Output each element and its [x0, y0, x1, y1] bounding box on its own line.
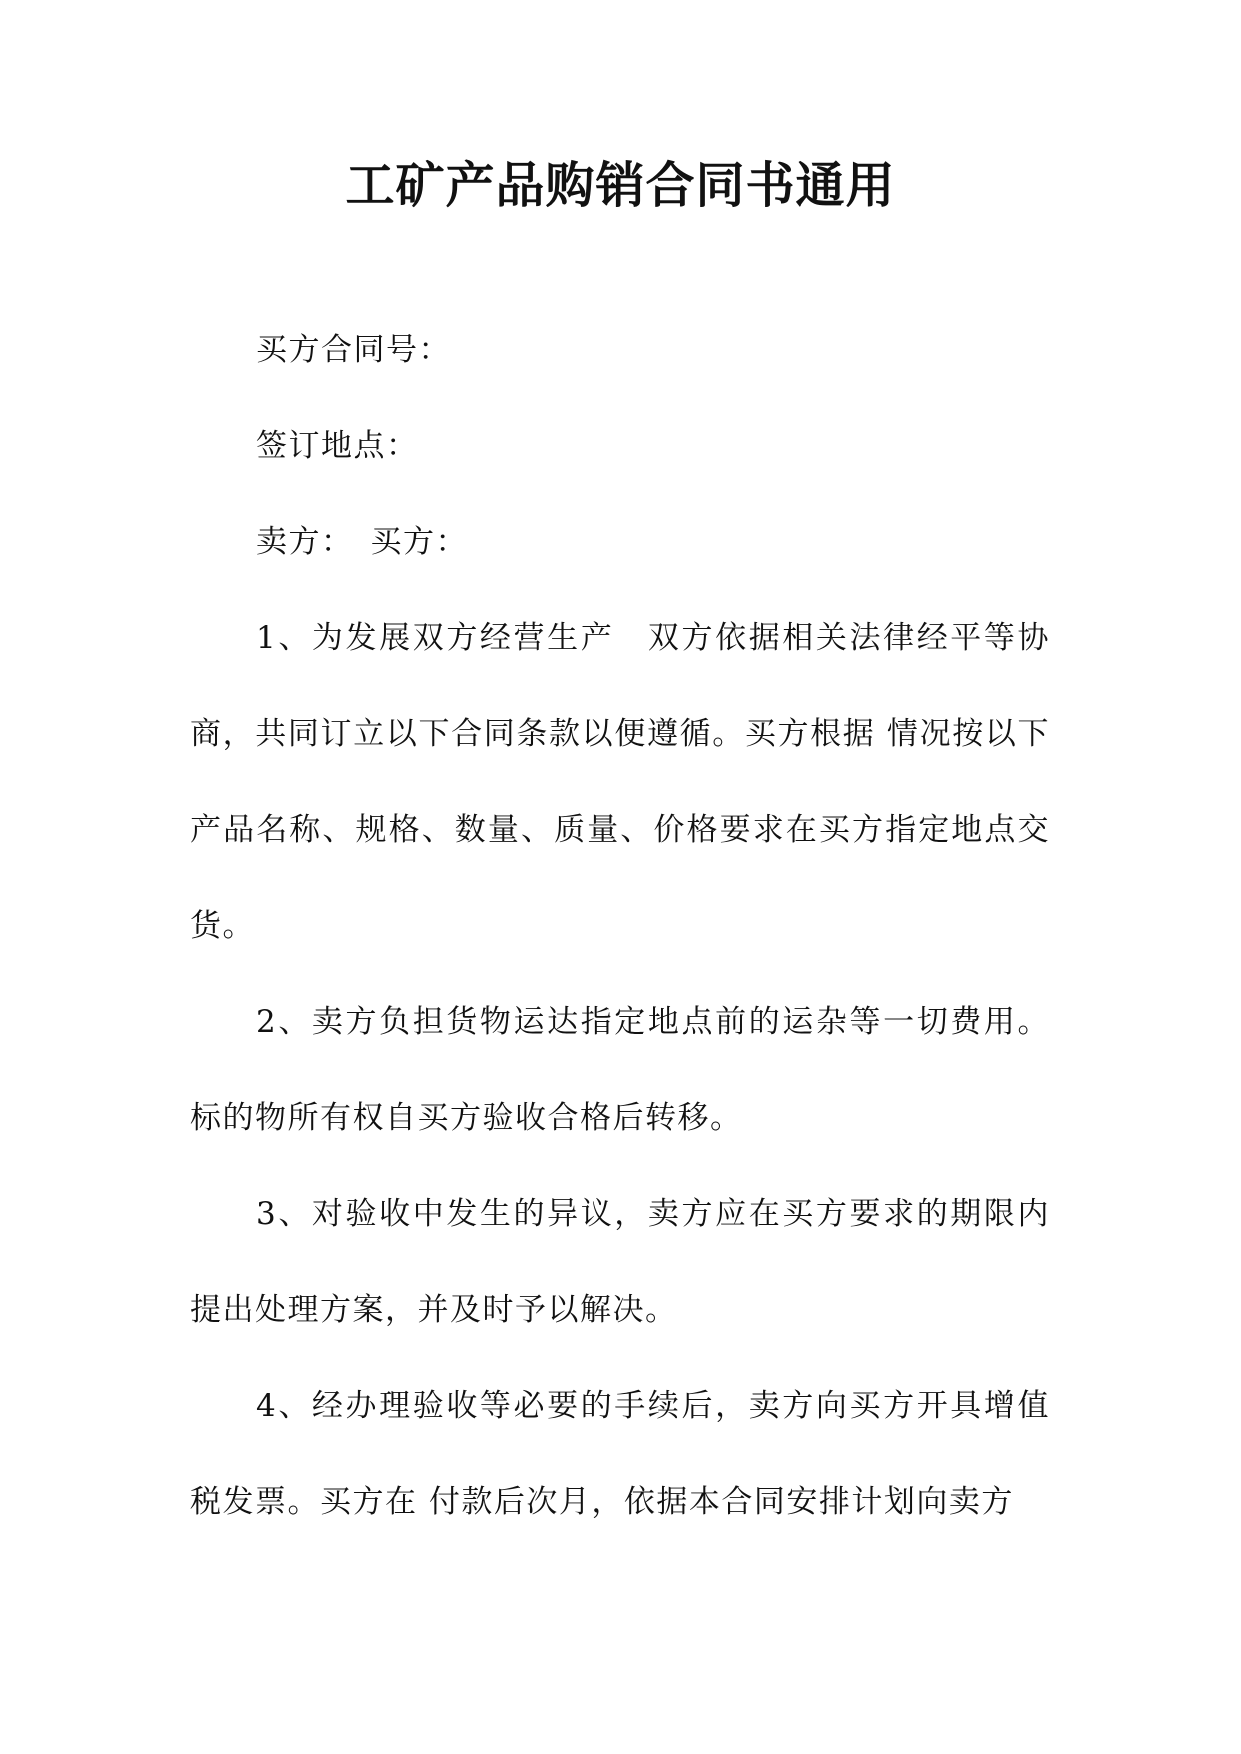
contract-number-field: 买方合同号：: [256, 332, 451, 368]
signing-place-field: 签订地点：: [256, 428, 419, 464]
clause-1: 1、为发展双方经营生产 双方依据相关法律经平等协商，共同订立以下合同条款以便遵循。买方根据 情况按以下产品名称、规格、数量、质量、价格要求在买方指定地点交货。: [190, 620, 1050, 944]
clause-2: 2、卖方负担货物运达指定地点前的运杂等一切费用。标的物所有权自买方验收合格后转移。: [190, 1004, 1050, 1136]
document-body: [190, 302, 1050, 1550]
document-title: 工矿产品购销合同书通用: [345, 156, 896, 214]
clause-4: 4、经办理验收等必要的手续后，卖方向买方开具增值税发票。买方在 付款后次月，依据本合同安排计划向卖方: [190, 1388, 1050, 1520]
parties-field: 卖方： 买方：: [256, 524, 468, 560]
clause-3: 3、对验收中发生的异议，卖方应在买方要求的期限内提出处理方案，并及时予以解决。: [190, 1196, 1050, 1328]
